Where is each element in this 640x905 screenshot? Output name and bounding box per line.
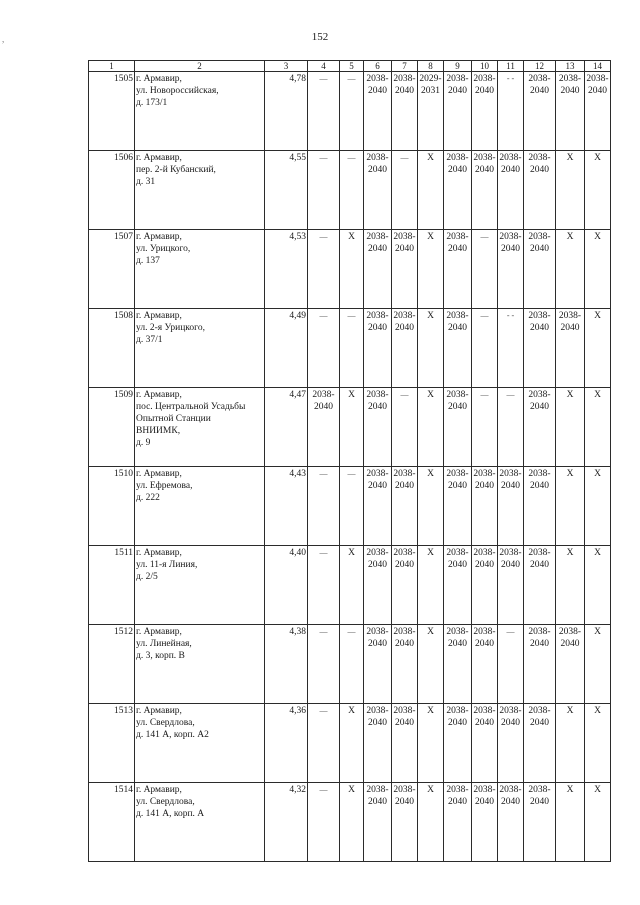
- period-cell-col-9: 2038- 2040: [444, 72, 472, 151]
- period-cell-col-5: —: [340, 151, 364, 230]
- address-line: д. 2/5: [136, 572, 158, 582]
- period-cell-col-4: —: [308, 704, 340, 783]
- column-header-11: 11: [498, 61, 524, 72]
- address-cell: [135, 546, 265, 625]
- period-cell-col-14: Х: [585, 625, 611, 704]
- period-cell-col-7: 2038- 2040: [392, 783, 418, 862]
- period-cell-col-7: 2038- 2040: [392, 704, 418, 783]
- period-cell-col-5: Х: [340, 783, 364, 862]
- period-cell-col-11: 2038- 2040: [498, 704, 524, 783]
- period-cell-col-7: 2038- 2040: [392, 309, 418, 388]
- period-cell-col-5: Х: [340, 546, 364, 625]
- period-cell-col-11: 2038- 2040: [498, 467, 524, 546]
- period-cell-col-12: 2038- 2040: [524, 151, 556, 230]
- period-cell-col-5: Х: [340, 704, 364, 783]
- period-cell-col-8: Х: [418, 783, 444, 862]
- address-line: ул. Новороссийская,: [136, 86, 219, 96]
- address-line: ул. Линейная,: [136, 639, 192, 649]
- row-number: 1509: [89, 388, 135, 467]
- period-cell-col-4: —: [308, 625, 340, 704]
- address-cell: [135, 783, 265, 862]
- row-number: 1508: [89, 309, 135, 388]
- period-cell-col-14: Х: [585, 309, 611, 388]
- period-cell-col-5: —: [340, 625, 364, 704]
- column-header-3: 3: [265, 61, 308, 72]
- row-number: 1514: [89, 783, 135, 862]
- address-line: д. 141 А, корп. А2: [136, 730, 209, 740]
- period-cell-col-11: 2038- 2040: [498, 546, 524, 625]
- period-cell-col-9: 2038- 2040: [444, 309, 472, 388]
- period-cell-col-5: —: [340, 467, 364, 546]
- column-header-10: 10: [472, 61, 498, 72]
- period-cell-col-8: Х: [418, 388, 444, 467]
- table-row: [89, 309, 611, 388]
- period-cell-col-13: Х: [556, 230, 585, 309]
- period-cell-col-12: 2038- 2040: [524, 704, 556, 783]
- period-cell-col-12: 2038- 2040: [524, 783, 556, 862]
- address-cell: [135, 388, 265, 467]
- address-line: пос. Центральной Усадьбы: [136, 402, 246, 412]
- period-cell-col-14: Х: [585, 388, 611, 467]
- period-cell-col-14: Х: [585, 704, 611, 783]
- period-cell-col-14: Х: [585, 230, 611, 309]
- margin-mark: ,: [2, 34, 5, 44]
- table-row: [89, 230, 611, 309]
- period-cell-col-13: Х: [556, 151, 585, 230]
- row-number: 1510: [89, 467, 135, 546]
- column-header-4: 4: [308, 61, 340, 72]
- period-cell-col-7: 2038- 2040: [392, 546, 418, 625]
- address-line: д. 137: [136, 256, 160, 266]
- period-cell-col-5: Х: [340, 388, 364, 467]
- period-cell-col-12: 2038- 2040: [524, 546, 556, 625]
- period-cell-col-10: —: [472, 309, 498, 388]
- address-line: ул. Свердлова,: [136, 797, 195, 807]
- address-cell: [135, 309, 265, 388]
- period-cell-col-14: Х: [585, 783, 611, 862]
- row-number: 1512: [89, 625, 135, 704]
- address-line: ул. Урицкого,: [136, 244, 191, 254]
- period-cell-col-10: —: [472, 388, 498, 467]
- address-line: ул. 2-я Урицкого,: [136, 323, 205, 333]
- period-cell-col-12: 2038- 2040: [524, 309, 556, 388]
- period-cell-col-11: 2038- 2040: [498, 230, 524, 309]
- table-row: [89, 467, 611, 546]
- period-cell-col-4: —: [308, 72, 340, 151]
- period-cell-col-10: 2038- 2040: [472, 704, 498, 783]
- period-cell-col-4: 2038- 2040: [308, 388, 340, 467]
- address-line: ул. 11-я Линия,: [136, 560, 198, 570]
- area-value: 4,55: [265, 151, 308, 230]
- period-cell-col-7: 2038- 2040: [392, 230, 418, 309]
- column-header-12: 12: [524, 61, 556, 72]
- period-cell-col-10: 2038- 2040: [472, 625, 498, 704]
- period-cell-col-11: —: [498, 388, 524, 467]
- period-cell-col-7: 2038- 2040: [392, 467, 418, 546]
- address-line: г. Армавир,: [136, 706, 182, 716]
- period-cell-col-12: 2038- 2040: [524, 72, 556, 151]
- header-row: [89, 61, 611, 72]
- period-cell-col-8: Х: [418, 704, 444, 783]
- period-cell-col-4: —: [308, 467, 340, 546]
- period-cell-col-13: Х: [556, 546, 585, 625]
- period-cell-col-10: 2038- 2040: [472, 151, 498, 230]
- period-cell-col-9: 2038- 2040: [444, 625, 472, 704]
- address-line: д. 222: [136, 493, 160, 503]
- period-cell-col-9: 2038- 2040: [444, 783, 472, 862]
- address-cell: [135, 151, 265, 230]
- period-cell-col-7: 2038- 2040: [392, 72, 418, 151]
- address-line: г. Армавир,: [136, 311, 182, 321]
- address-line: г. Армавир,: [136, 469, 182, 479]
- address-line: ул. Ефремова,: [136, 481, 193, 491]
- period-cell-col-10: —: [472, 230, 498, 309]
- period-cell-col-6: 2038- 2040: [364, 388, 392, 467]
- table-row: [89, 704, 611, 783]
- address-line: д. 9: [136, 438, 151, 448]
- period-cell-col-11: - -: [498, 72, 524, 151]
- period-cell-col-10: 2038- 2040: [472, 783, 498, 862]
- period-cell-col-7: —: [392, 388, 418, 467]
- address-line: пер. 2-й Кубанский,: [136, 165, 216, 175]
- period-cell-col-4: —: [308, 309, 340, 388]
- address-line: д. 173/1: [136, 98, 168, 108]
- period-cell-col-8: Х: [418, 151, 444, 230]
- period-cell-col-11: —: [498, 625, 524, 704]
- period-cell-col-5: —: [340, 309, 364, 388]
- address-line: д. 31: [136, 177, 156, 187]
- column-header-14: 14: [585, 61, 611, 72]
- period-cell-col-7: —: [392, 151, 418, 230]
- period-cell-col-6: 2038- 2040: [364, 467, 392, 546]
- period-cell-col-8: 2029- 2031: [418, 72, 444, 151]
- period-cell-col-9: 2038- 2040: [444, 467, 472, 546]
- period-cell-col-10: 2038- 2040: [472, 546, 498, 625]
- period-cell-col-6: 2038- 2040: [364, 72, 392, 151]
- period-cell-col-13: Х: [556, 467, 585, 546]
- column-header-5: 5: [340, 61, 364, 72]
- area-value: 4,47: [265, 388, 308, 467]
- address-line: ул. Свердлова,: [136, 718, 195, 728]
- page-number: 152: [311, 31, 329, 43]
- period-cell-col-8: Х: [418, 230, 444, 309]
- period-cell-col-13: Х: [556, 783, 585, 862]
- address-line: г. Армавир,: [136, 232, 182, 242]
- period-cell-col-10: 2038- 2040: [472, 72, 498, 151]
- area-value: 4,32: [265, 783, 308, 862]
- period-cell-col-13: 2038- 2040: [556, 309, 585, 388]
- period-cell-col-11: 2038- 2040: [498, 151, 524, 230]
- column-header-8: 8: [418, 61, 444, 72]
- address-cell: [135, 230, 265, 309]
- row-number: 1506: [89, 151, 135, 230]
- table-row: [89, 625, 611, 704]
- address-line: д. 3, корп. В: [136, 651, 185, 661]
- period-cell-col-13: Х: [556, 388, 585, 467]
- area-value: 4,36: [265, 704, 308, 783]
- column-header-1: 1: [89, 61, 135, 72]
- period-cell-col-13: 2038- 2040: [556, 625, 585, 704]
- column-header-2: 2: [135, 61, 265, 72]
- registry-table: [88, 60, 611, 862]
- period-cell-col-5: Х: [340, 230, 364, 309]
- address-cell: [135, 467, 265, 546]
- address-line: г. Армавир,: [136, 390, 182, 400]
- period-cell-col-9: 2038- 2040: [444, 388, 472, 467]
- address-line: ВНИИМК,: [136, 426, 181, 436]
- address-line: г. Армавир,: [136, 627, 182, 637]
- row-number: 1505: [89, 72, 135, 151]
- period-cell-col-14: Х: [585, 467, 611, 546]
- period-cell-col-6: 2038- 2040: [364, 230, 392, 309]
- period-cell-col-11: - -: [498, 309, 524, 388]
- period-cell-col-14: Х: [585, 546, 611, 625]
- column-header-13: 13: [556, 61, 585, 72]
- area-value: 4,43: [265, 467, 308, 546]
- period-cell-col-12: 2038- 2040: [524, 625, 556, 704]
- period-cell-col-6: 2038- 2040: [364, 704, 392, 783]
- period-cell-col-4: —: [308, 151, 340, 230]
- period-cell-col-9: 2038- 2040: [444, 230, 472, 309]
- address-line: д. 141 А, корп. А: [136, 809, 205, 819]
- period-cell-col-12: 2038- 2040: [524, 388, 556, 467]
- period-cell-col-10: 2038- 2040: [472, 467, 498, 546]
- address-line: Опытной Станции: [136, 414, 211, 424]
- period-cell-col-13: Х: [556, 704, 585, 783]
- table-row: [89, 151, 611, 230]
- table-row: [89, 72, 611, 151]
- row-number: 1511: [89, 546, 135, 625]
- period-cell-col-11: 2038- 2040: [498, 783, 524, 862]
- table-row: [89, 388, 611, 467]
- period-cell-col-4: —: [308, 546, 340, 625]
- period-cell-col-14: 2038- 2040: [585, 72, 611, 151]
- address-cell: [135, 72, 265, 151]
- address-line: г. Армавир,: [136, 548, 182, 558]
- period-cell-col-9: 2038- 2040: [444, 704, 472, 783]
- area-value: 4,49: [265, 309, 308, 388]
- period-cell-col-9: 2038- 2040: [444, 151, 472, 230]
- area-value: 4,40: [265, 546, 308, 625]
- address-line: г. Армавир,: [136, 153, 182, 163]
- address-line: г. Армавир,: [136, 74, 182, 84]
- column-header-6: 6: [364, 61, 392, 72]
- period-cell-col-13: 2038- 2040: [556, 72, 585, 151]
- address-cell: [135, 704, 265, 783]
- period-cell-col-8: Х: [418, 467, 444, 546]
- area-value: 4,53: [265, 230, 308, 309]
- period-cell-col-6: 2038- 2040: [364, 546, 392, 625]
- period-cell-col-4: —: [308, 230, 340, 309]
- period-cell-col-8: Х: [418, 309, 444, 388]
- period-cell-col-12: 2038- 2040: [524, 467, 556, 546]
- period-cell-col-6: 2038- 2040: [364, 309, 392, 388]
- period-cell-col-6: 2038- 2040: [364, 783, 392, 862]
- area-value: 4,78: [265, 72, 308, 151]
- table-row: [89, 783, 611, 862]
- period-cell-col-8: Х: [418, 625, 444, 704]
- period-cell-col-8: Х: [418, 546, 444, 625]
- period-cell-col-4: —: [308, 783, 340, 862]
- address-cell: [135, 625, 265, 704]
- column-header-7: 7: [392, 61, 418, 72]
- address-line: г. Армавир,: [136, 785, 182, 795]
- column-header-9: 9: [444, 61, 472, 72]
- period-cell-col-6: 2038- 2040: [364, 151, 392, 230]
- period-cell-col-5: —: [340, 72, 364, 151]
- period-cell-col-12: 2038- 2040: [524, 230, 556, 309]
- area-value: 4,38: [265, 625, 308, 704]
- row-number: 1507: [89, 230, 135, 309]
- period-cell-col-14: Х: [585, 151, 611, 230]
- address-line: д. 37/1: [136, 335, 163, 345]
- period-cell-col-6: 2038- 2040: [364, 625, 392, 704]
- period-cell-col-9: 2038- 2040: [444, 546, 472, 625]
- table-body: [89, 61, 611, 862]
- table-row: [89, 546, 611, 625]
- row-number: 1513: [89, 704, 135, 783]
- period-cell-col-7: 2038- 2040: [392, 625, 418, 704]
